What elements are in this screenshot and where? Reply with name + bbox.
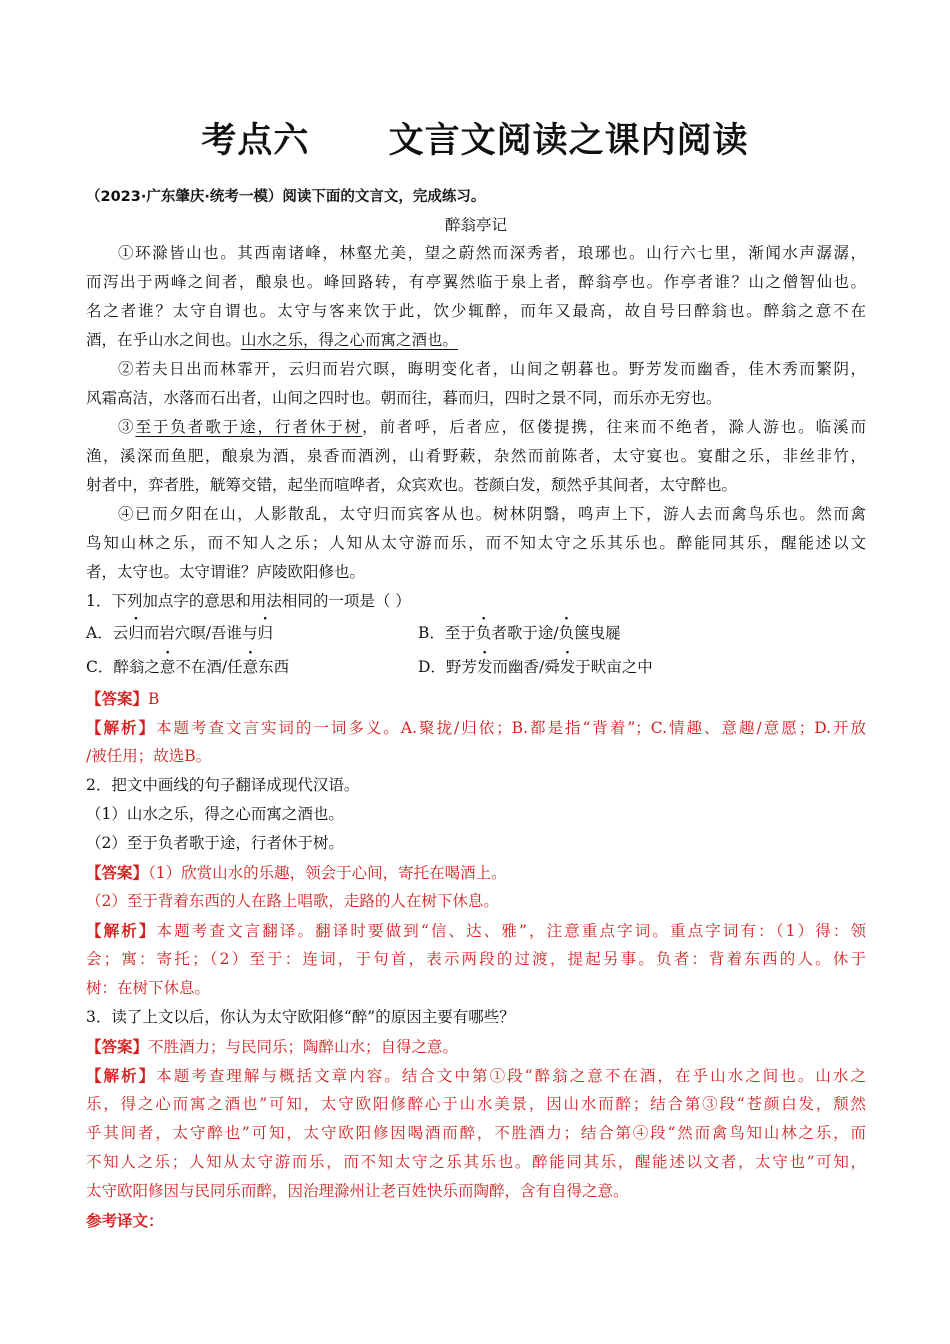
analysis-line: 太守欧阳修因与民同乐而醉，因治理滁州让老百姓快乐而陶醉，含有自得之意。: [86, 1182, 629, 1200]
question-3: 3．读了上文以后，你认为太守欧阳修“醉”的原因主要有哪些？: [86, 1008, 515, 1026]
option-b: B．至于负者歌于途/负箧曳屣: [418, 624, 621, 642]
option-c: C．醉翁之意不在酒/任意东西: [86, 658, 290, 676]
essay-line: 射者中，弈者胜，觥筹交错，起坐而喧哗者，众宾欢也。苍颜白发，颓然乎其间者，太守醉也。: [86, 476, 738, 494]
essay-line: 名之者谁？太守自谓也。太守与客来饮于此，饮少辄醉，而年又最高，故自号曰醉翁也。醉翁之意不在: [86, 302, 866, 320]
sub-question: （1）山水之乐，得之心而寓之酒也。: [86, 805, 344, 823]
sub-question: （2）至于负者歌于途，行者休于树。: [86, 834, 344, 852]
dotted-char: 意: [242, 658, 259, 676]
essay-title: 醉翁亭记: [444, 216, 507, 234]
analysis-line: 乎其间者，太守醉也”可知，太守欧阳修因喝酒而醉，不胜酒力；结合第④段“然而禽鸟知山林之乐，而: [86, 1124, 866, 1142]
essay-line: 鸟知山林之乐，而不知人之乐；人知从太守游而乐，而不知太守之乐其乐也。醉能同其乐，醒能述以文: [86, 534, 866, 552]
analysis-line: 乐，得之心而寓之酒也”可知，太守欧阳修醉心于山水美景，因山水而醉；结合第③段“苍颜白发，颓然: [86, 1095, 866, 1113]
options-row: [86, 650, 866, 684]
analysis-line: 不知人之乐；人知从太守游而乐，而不知太守之乐其乐也。醉能同其乐，醒能述以文者，太守也”可知，: [86, 1153, 866, 1171]
analysis-line: /被任用；故选B。: [86, 747, 212, 765]
question-2: 2．把文中画线的句子翻译成现代汉语。: [86, 776, 360, 794]
answer-tag: 【答案】: [86, 689, 149, 708]
page-title: 考点六 文言文阅读之课内阅读: [201, 121, 749, 161]
essay-line: 酒，在乎山水之间也。山水之乐，得之心而寓之酒也。: [86, 331, 459, 349]
document-body: [86, 183, 866, 1235]
dotted-char: 意: [159, 658, 176, 676]
source-note: （2023·广东肇庆·统考一模）阅读下面的文言文，完成练习。: [86, 189, 486, 205]
dotted-char: 负: [475, 624, 492, 642]
question-1: 1．下列加点字的意思和用法相同的一项是（ ）: [86, 592, 411, 610]
analysis-line: 【解析】本题考查理解与概括文章内容。结合文中第①段“醉翁之意不在酒，在乎山水之间也。山水之: [86, 1066, 866, 1085]
essay-line: ②若夫日出而林霏开，云归而岩穴暝，晦明变化者，山间之朝暮也。野芳发而幽香，佳木秀而繁阴，: [118, 360, 866, 378]
answer-line: 【答案】B: [86, 689, 160, 708]
essay-line: 风霜高洁，水落而石出者，山间之四时也。朝而往，暮而归，四时之景不同，而乐亦无穷也。: [86, 389, 722, 407]
essay-line: 者，太守也。太守谓谁？庐陵欧阳修也。: [86, 563, 366, 581]
analysis-line: 树：在树下休息。: [86, 979, 211, 997]
analysis-tag: 【解析】: [86, 1066, 157, 1085]
options-row: [86, 616, 866, 650]
essay-line: ④已而夕阳在山，人影散乱，太守归而宾客从也。树林阴翳，鸣声上下，游人去而禽鸟乐也。然而禽: [118, 505, 866, 523]
option-a: A．云归而岩穴暝/吾谁与归: [86, 624, 273, 642]
dotted-char: 负: [558, 624, 575, 642]
dotted-char: 发: [476, 658, 493, 676]
analysis-tag: 【解析】: [86, 718, 156, 737]
answer-tag: 【答案】: [86, 863, 149, 882]
analysis-line: 【解析】本题考查文言翻译。翻译时要做到“信、达、雅”，注意重点字词。重点字词有：（1）得：领: [86, 921, 866, 940]
underlined-sentence: 至于负者歌于途，行者休于树: [135, 418, 363, 436]
dotted-char: 发: [559, 658, 576, 676]
essay-line: ③至于负者歌于途，行者休于树，前者呼，后者应，伛偻提携，往来而不绝者，滁人游也。临溪而: [118, 418, 866, 436]
dotted-char: 归: [257, 624, 273, 642]
reference-translation-label: 参考译文：: [86, 1211, 164, 1230]
answer-line: 【答案】（1）欣赏山水的乐趣，领会于心间，寄托在喝酒上。: [86, 863, 507, 882]
analysis-line: 会；寓：寄托；（2）至于：连词，于句首，表示两段的过渡，提起另事。负者：背着东西的人。休于: [86, 950, 866, 968]
analysis-line: 【解析】本题考查文言实词的一词多义。A.聚拢/归依；B.都是指“背着”；C.情趣、意趣/意愿；D.开放: [86, 718, 866, 737]
dotted-char: 归: [128, 624, 144, 642]
answer-line: （2）至于背着东西的人在路上唱歌，走路的人在树下休息。: [86, 892, 499, 910]
answer-line: 【答案】不胜酒力；与民同乐；陶醉山水；自得之意。: [86, 1037, 459, 1056]
essay-line: 而泻出于两峰之间者，酿泉也。峰回路转，有亭翼然临于泉上者，醉翁亭也。作亭者谁？山之僧智仙也。: [86, 273, 866, 291]
underlined-sentence: 山水之乐，得之心而寓之酒也。: [241, 331, 459, 349]
answer-tag: 【答案】: [86, 1037, 149, 1056]
analysis-tag: 【解析】: [86, 921, 157, 940]
essay-line: 渔，溪深而鱼肥，酿泉为酒，泉香而酒洌，山肴野蔌，杂然而前陈者，太守宴也。宴酣之乐，非丝非竹，: [86, 447, 866, 465]
title-gap: [309, 121, 388, 161]
option-d: D．野芳发而幽香/舜发于畎亩之中: [418, 658, 653, 676]
essay-line: ①环滁皆山也。其西南诸峰，林壑尤美，望之蔚然而深秀者，琅琊也。山行六七里，渐闻水声潺潺，: [118, 244, 866, 262]
